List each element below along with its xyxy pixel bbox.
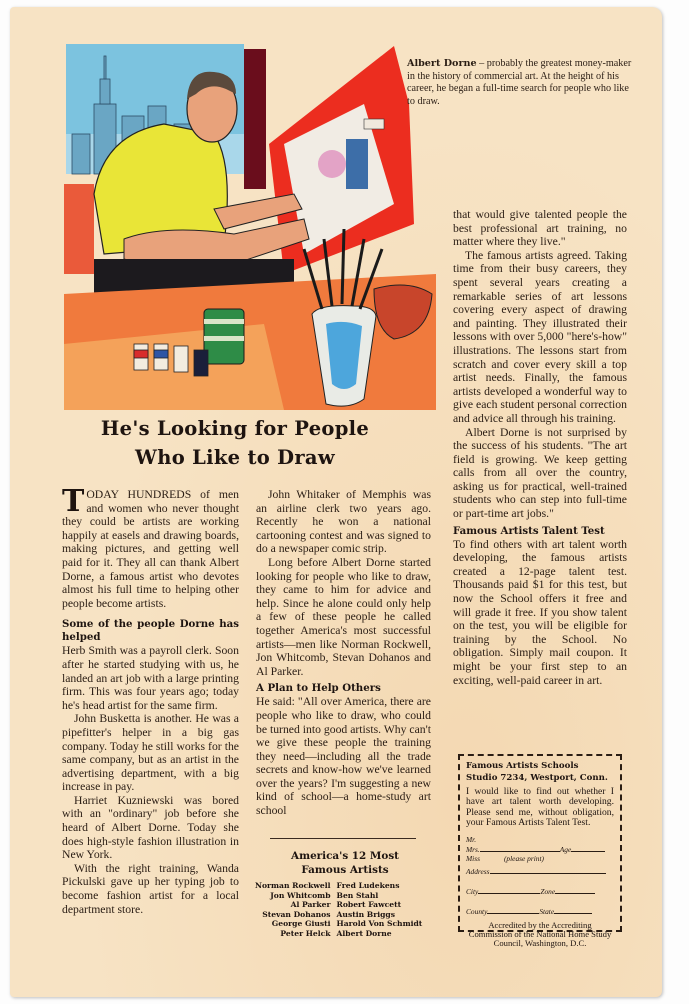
paragraph: John Whitaker of Memphis was an airline clerk two years ago. Recently he won a national cartooning contest and was signed to do a newspaper comic strip. bbox=[256, 488, 431, 556]
article-column-1 bbox=[62, 484, 240, 916]
famous-artists-box bbox=[250, 850, 440, 939]
label-state: State bbox=[539, 906, 555, 916]
paragraph: Albert Dorne is not surprised by the success of his students. "The art field is growing. We keep getting calls from all over the country, asking us for practical, well-trained students who can step into full-time or part-time art jobs." bbox=[453, 425, 627, 521]
famous-artists-title-2: Famous Artists bbox=[301, 863, 389, 876]
divider-rule bbox=[270, 838, 416, 839]
artist-name: Robert Fawcett bbox=[336, 900, 402, 910]
quote-paragraph: He said: "All over America, there are people who like to draw, who could be turned into good artists. Why can't we give these people the training they need—including all the trade secrets and know-how we've learned over the years? I'm suggesting a new kind of school—a home-study art school bbox=[256, 695, 431, 818]
artist-name: Al Parker bbox=[290, 900, 331, 910]
artist-name: Fred Ludekens bbox=[336, 881, 400, 890]
intro-lead: ODAY HUNDREDS bbox=[86, 488, 192, 501]
paragraph: To find others with art talent worth developing, the famous artists created a 12-page talent test. Thousands paid $1 for this test, but now the School offers it free and will grade it free. If you show talent on the test, you will be eligible for training by the School. No obligation. Simply mail coupon. It might be your first step to an exciting, well-paid career in art. bbox=[453, 537, 627, 687]
coupon-body: I would like to find out whether I have art talent worth developing. Please send me, without obligation, your Famous Artists Talent Test. bbox=[466, 786, 614, 829]
drop-cap: T bbox=[62, 484, 85, 519]
artist-name: Peter Helck bbox=[280, 928, 331, 938]
subhead-dorne-helped: Some of the people Dorne has helped bbox=[62, 618, 239, 644]
artist-name: George Giusti bbox=[271, 919, 331, 929]
label-age: Age bbox=[559, 844, 572, 854]
artist-name: Ben Stahl bbox=[336, 890, 379, 900]
caption-text: – probably the greatest money-maker in the history of commercial art. At the height of his career, he began a full-time search for people who like to draw. bbox=[407, 58, 632, 107]
artist-name: Austin Briggs bbox=[336, 909, 395, 919]
coupon-name-field[interactable] bbox=[466, 835, 614, 863]
label-mrs: Mrs. bbox=[466, 844, 480, 854]
paragraph: The famous artists agreed. Taking time from their busy careers, they spent several years creating a remarkable series of art lessons covering every aspect of drawing and painting. They illustrated their lessons with over 5,000 "here's-how" illustrations. The lessons start from scratch and cover every skill a top artist needs. Finally, the famous artists developed a wonderful way to give each student personal correction and advice all through his training. bbox=[453, 248, 627, 425]
headline-line-1: He's Looking for People bbox=[100, 417, 370, 440]
artist-name: Albert Dorne bbox=[336, 928, 392, 938]
coupon-accreditation: Accredited by the Accrediting Commission of the National Home Study Council, Washington, D.C. bbox=[468, 919, 612, 949]
headline-line-2: Who Like to Draw bbox=[135, 446, 335, 469]
artist-illustration bbox=[64, 44, 436, 410]
ad-headline bbox=[70, 414, 400, 472]
coupon-studio: Studio 7234, Westport, Conn. bbox=[466, 773, 608, 783]
paragraph: Long before Albert Dorne started looking for people who like to draw, they came to him for advice and help. Since he alone could only help a few of these people he called together America's most successful artists—men like Norman Rockwell, Jon Whitcomb, Stevan Dohanos and Al Parker. bbox=[256, 555, 431, 678]
intro-text: of men and women who never thought they could be artists are working happily at easels and drawing boards, making pictures, and getting well paid for it. They all can thank Albert Dorne, a famous artist who devotes almost his full time to helping other people become artists. bbox=[62, 488, 240, 610]
article-column-3 bbox=[453, 208, 627, 687]
coupon-school: Famous Artists Schools bbox=[466, 761, 579, 771]
mail-coupon[interactable] bbox=[458, 754, 622, 949]
paragraph: Harriet Kuzniewski was bored with an "ordinary" job before she heard of Albert Dorne. Today she does high-style fashion illustration in New York. bbox=[62, 793, 239, 862]
subhead-talent-test: Famous Artists Talent Test bbox=[453, 524, 605, 537]
artist-name: Jon Whitcomb bbox=[270, 890, 331, 900]
caption-name: Albert Dorne bbox=[407, 58, 477, 69]
label-county: County bbox=[466, 906, 488, 916]
coupon-county-state-field[interactable] bbox=[466, 906, 614, 916]
artist-name: Harold Von Schmidt bbox=[336, 919, 423, 929]
paragraph: With the right training, Wanda Pickulski gave up her typing job to become fashion artist for a local department store. bbox=[62, 861, 239, 916]
artist-name: Stevan Dohanos bbox=[262, 909, 331, 919]
coupon-address-field[interactable] bbox=[466, 866, 614, 876]
label-address: Address bbox=[466, 866, 490, 876]
paragraph: Herb Smith was a payroll clerk. Soon after he started studying with us, he landed an art job with a large printing firm. This was four years ago; today he's head artist for the same firm. bbox=[62, 644, 239, 712]
label-please-print: (please print) bbox=[503, 853, 544, 863]
intro-paragraph bbox=[62, 484, 240, 610]
famous-artists-title-1: America's 12 Most bbox=[291, 850, 399, 862]
coupon-city-zone-field[interactable] bbox=[466, 886, 614, 896]
label-city: City bbox=[466, 886, 479, 896]
label-zone: Zone bbox=[540, 886, 556, 896]
paragraph: that would give talented people the best professional art training, no matter where they live." bbox=[453, 208, 627, 249]
paragraph: John Busketta is another. He was a pipefitter's helper in a big gas company. Today he still works for the same company, but as an artist in the advertising department, with a big increase in pay. bbox=[62, 712, 239, 794]
illustration-caption bbox=[407, 58, 637, 108]
article-column-2 bbox=[256, 488, 431, 818]
subhead-plan: A Plan to Help Others bbox=[256, 682, 381, 695]
famous-artists-list bbox=[252, 881, 425, 939]
label-mr: Mr. bbox=[466, 834, 477, 844]
label-miss: Miss bbox=[466, 853, 480, 863]
artist-name: Norman Rockwell bbox=[255, 881, 331, 890]
